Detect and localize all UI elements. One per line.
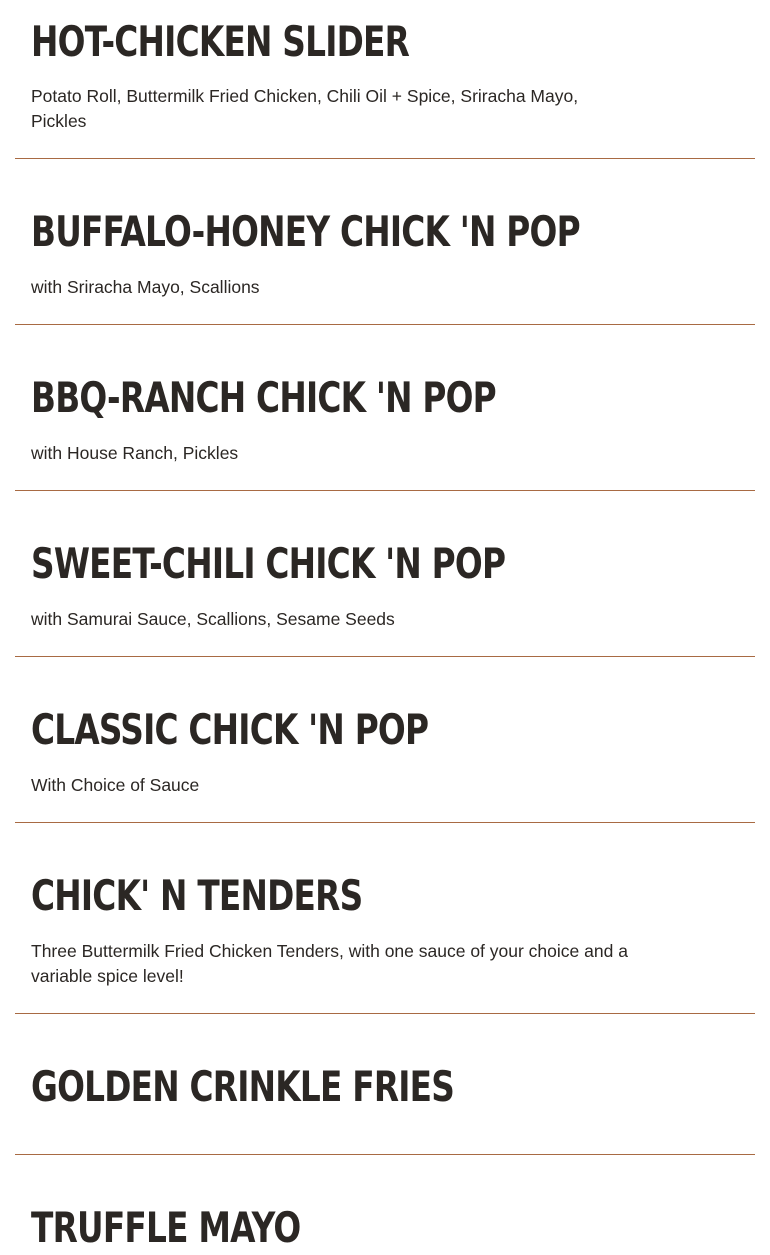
menu-item	[15, 1155, 755, 1255]
menu-item	[15, 657, 755, 823]
menu-item-title: BBQ-RANCH CHICK 'N POP	[31, 373, 496, 422]
menu-item-description: with House Ranch, Pickles	[31, 443, 239, 463]
menu-item-title: GOLDEN CRINKLE FRIES	[31, 1062, 455, 1111]
menu-item-description: Potato Roll, Buttermilk Fried Chicken, Chili Oil + Spice, Sriracha Mayo, Pickles	[31, 86, 579, 131]
menu-item	[15, 1014, 755, 1155]
menu-item-title: CHICK' N TENDERS	[31, 871, 363, 920]
menu-item	[15, 0, 755, 159]
menu-item-title: BUFFALO-HONEY CHICK 'N POP	[31, 207, 580, 256]
menu-item	[15, 325, 755, 491]
menu-item-description: with Samurai Sauce, Scallions, Sesame Seeds	[31, 609, 395, 629]
menu-item-description: with Sriracha Mayo, Scallions	[31, 277, 260, 297]
menu-item-title: HOT-CHICKEN SLIDER	[31, 17, 410, 66]
menu-item	[15, 491, 755, 657]
menu-item-title: SWEET-CHILI CHICK 'N POP	[31, 539, 506, 588]
menu-item-description: With Choice of Sauce	[31, 775, 200, 795]
menu-item-title: CLASSIC CHICK 'N POP	[31, 705, 429, 754]
menu-item	[15, 159, 755, 325]
menu-item	[15, 823, 755, 1014]
menu-list	[15, 0, 755, 1255]
menu-item-title: TRUFFLE MAYO	[31, 1203, 301, 1252]
menu-item-description: Three Buttermilk Fried Chicken Tenders, with one sauce of your choice and a variable spice level!	[31, 941, 628, 986]
